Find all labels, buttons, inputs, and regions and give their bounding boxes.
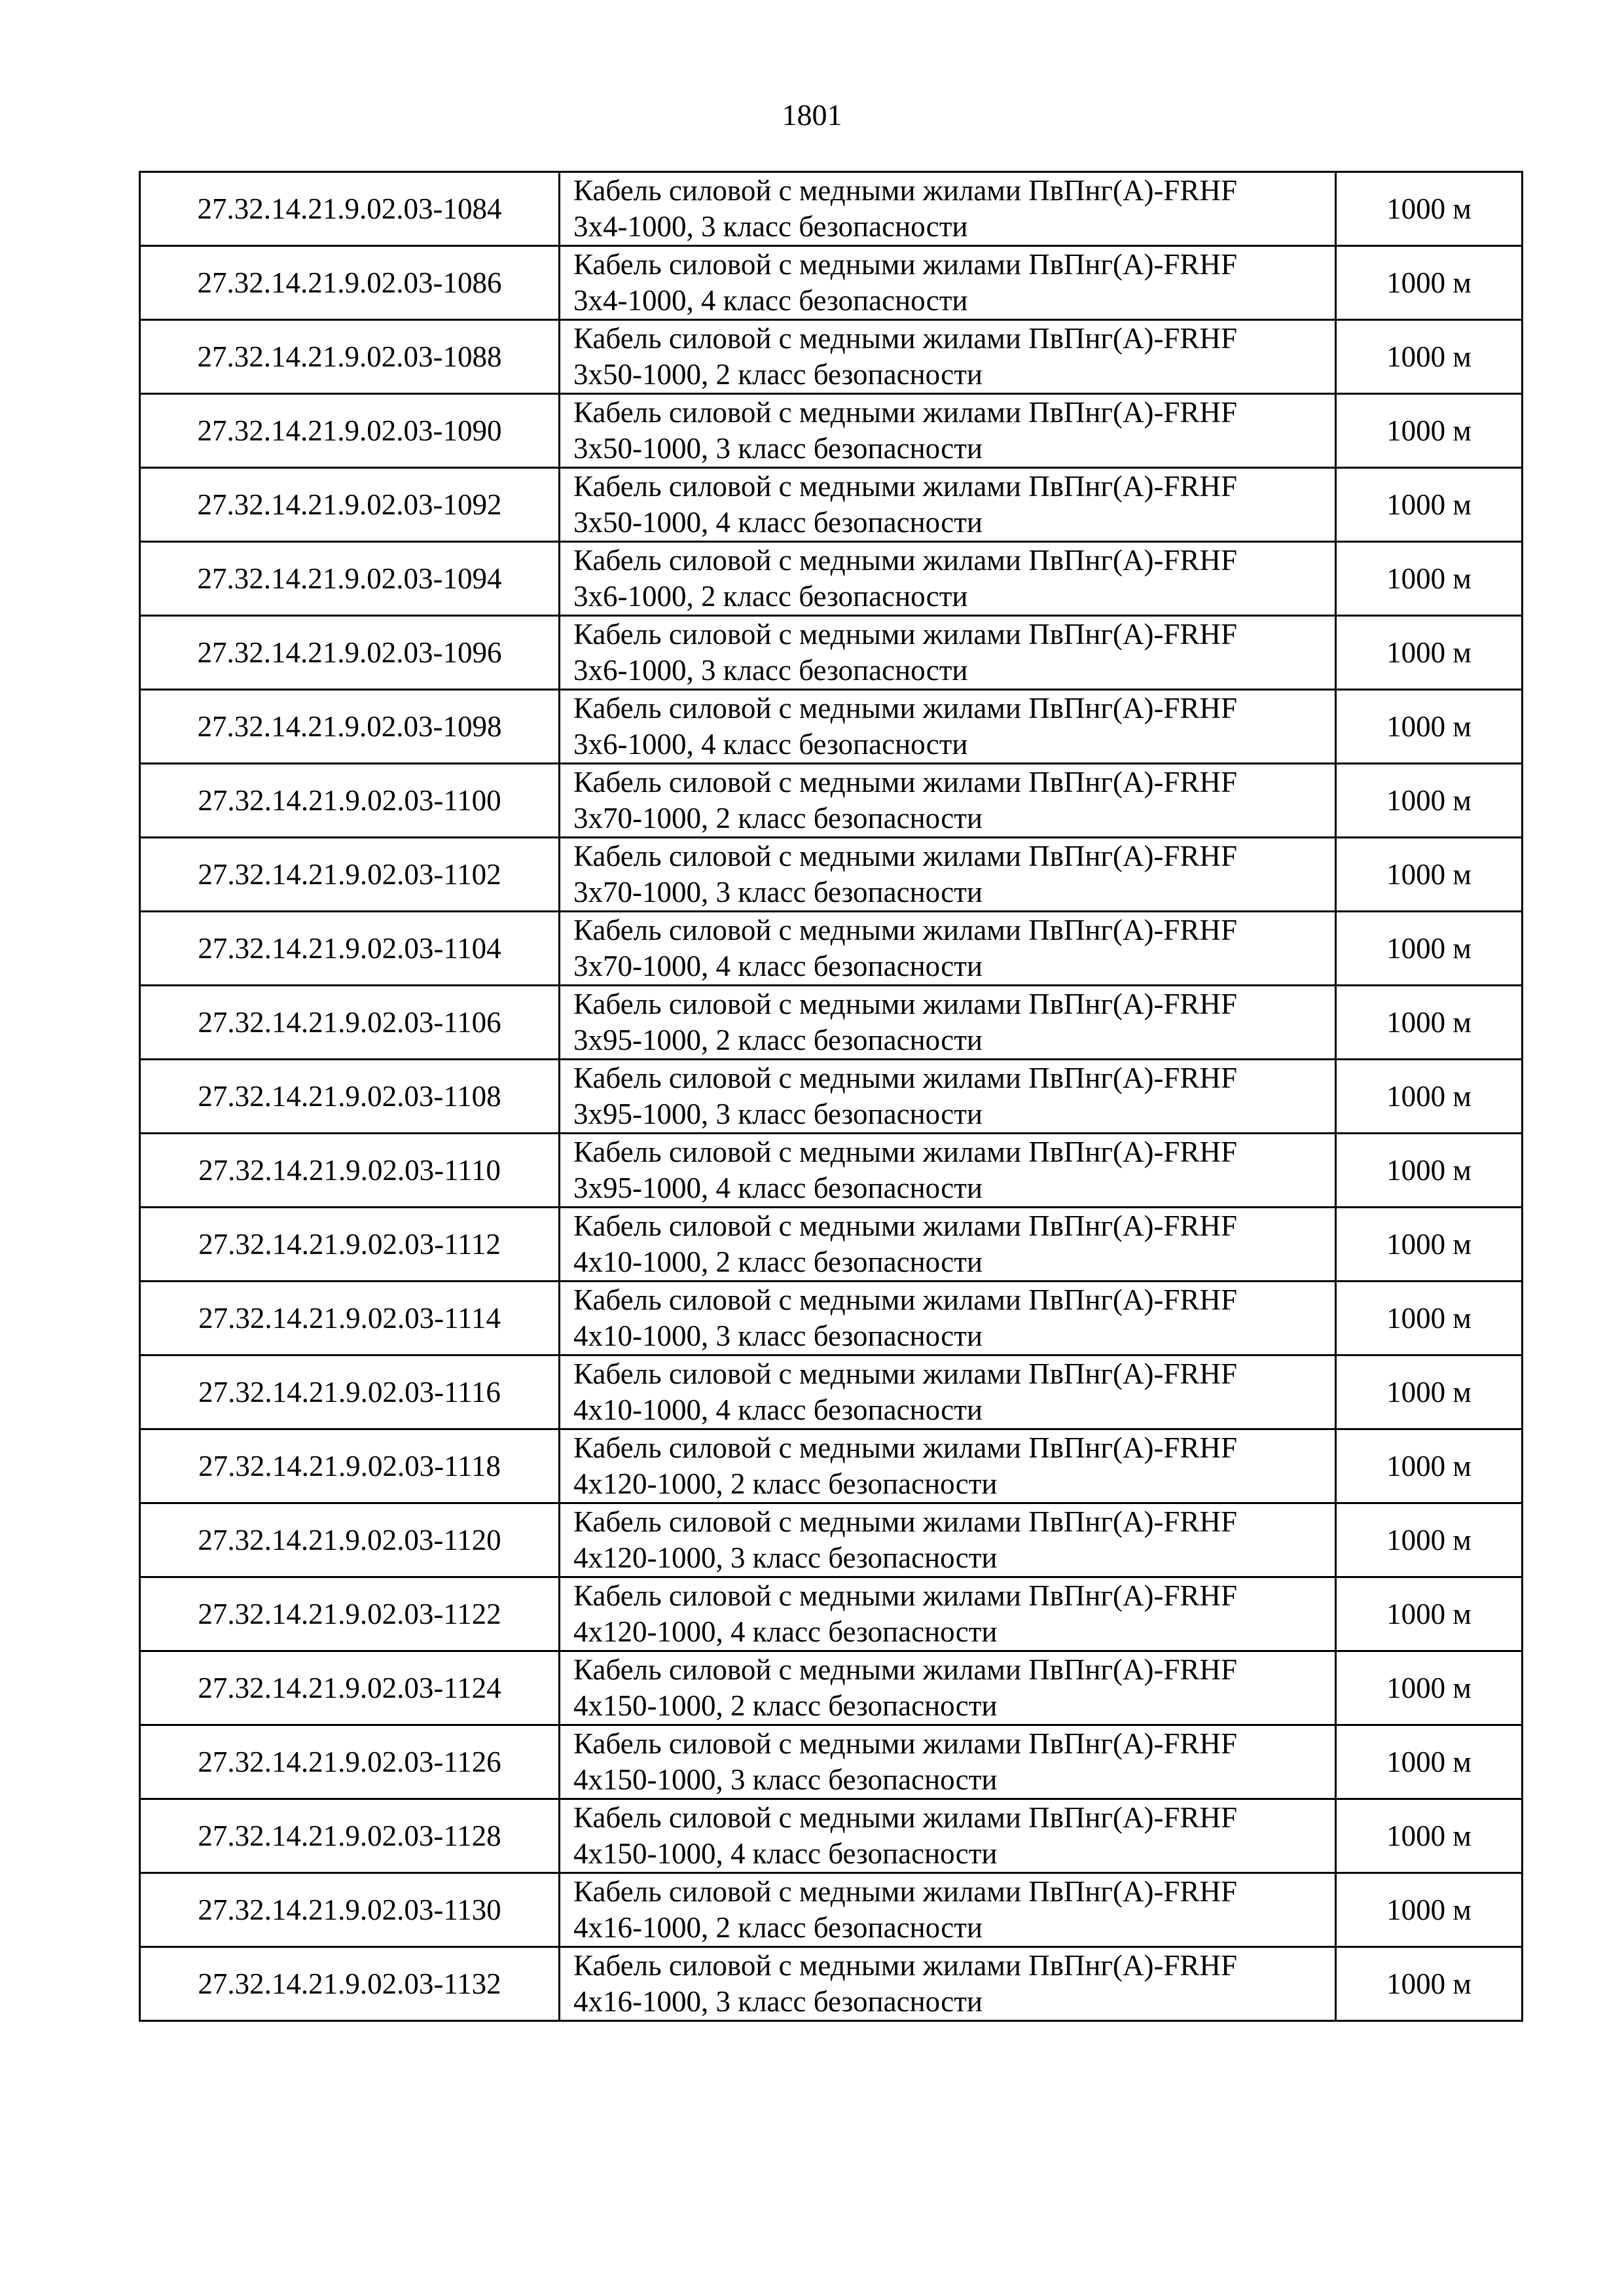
unit-cell: 1000 м bbox=[1336, 764, 1523, 838]
resource-description-cell bbox=[560, 1725, 1336, 1799]
unit-cell: 1000 м bbox=[1336, 986, 1523, 1060]
table-row bbox=[140, 246, 1523, 320]
description-line-1: Кабель силовой с медными жилами ПвПнг(А)-FRHF bbox=[573, 248, 1237, 281]
description-line-2: 4х16-1000, 3 класс безопасности bbox=[573, 1985, 983, 2018]
table-row bbox=[140, 1799, 1523, 1873]
resource-code-cell: 27.32.14.21.9.02.03-1120 bbox=[140, 1503, 560, 1577]
description-line-2: 4х10-1000, 3 класс безопасности bbox=[573, 1319, 983, 1352]
table-row bbox=[140, 616, 1523, 690]
table-row bbox=[140, 764, 1523, 838]
unit-cell: 1000 м bbox=[1336, 1134, 1523, 1208]
unit-cell: 1000 м bbox=[1336, 1651, 1523, 1725]
resource-description-cell bbox=[560, 1060, 1336, 1134]
resource-description-cell bbox=[560, 1134, 1336, 1208]
description-line-1: Кабель силовой с медными жилами ПвПнг(А)-FRHF bbox=[573, 1062, 1237, 1094]
description-line-2: 3х6-1000, 4 класс безопасности bbox=[573, 728, 968, 761]
unit-cell: 1000 м bbox=[1336, 1355, 1523, 1429]
resource-description-cell bbox=[560, 1429, 1336, 1503]
table-row bbox=[140, 1060, 1523, 1134]
table-row bbox=[140, 1651, 1523, 1725]
table-row bbox=[140, 1134, 1523, 1208]
resource-code-cell: 27.32.14.21.9.02.03-1096 bbox=[140, 616, 560, 690]
resource-code-cell: 27.32.14.21.9.02.03-1126 bbox=[140, 1725, 560, 1799]
resource-description-cell bbox=[560, 1651, 1336, 1725]
description-line-1: Кабель силовой с медными жилами ПвПнг(А)-FRHF bbox=[573, 1505, 1237, 1538]
table-row bbox=[140, 320, 1523, 394]
description-line-2: 4х120-1000, 2 класс безопасности bbox=[573, 1467, 998, 1500]
description-line-1: Кабель силовой с медными жилами ПвПнг(А)-FRHF bbox=[573, 1210, 1237, 1242]
resource-description-cell bbox=[560, 172, 1336, 246]
resource-description-cell bbox=[560, 1355, 1336, 1429]
description-line-2: 4х16-1000, 2 класс безопасности bbox=[573, 1911, 983, 1944]
description-line-2: 4х150-1000, 3 класс безопасности bbox=[573, 1763, 998, 1796]
description-line-1: Кабель силовой с медными жилами ПвПнг(А)-FRHF bbox=[573, 1875, 1237, 1908]
unit-cell: 1000 м bbox=[1336, 616, 1523, 690]
resource-description-cell bbox=[560, 616, 1336, 690]
description-line-1: Кабель силовой с медными жилами ПвПнг(А)-FRHF bbox=[573, 470, 1237, 503]
table-row bbox=[140, 468, 1523, 542]
unit-cell: 1000 м bbox=[1336, 1282, 1523, 1355]
resource-description-cell bbox=[560, 1208, 1336, 1282]
description-line-1: Кабель силовой с медными жилами ПвПнг(А)-FRHF bbox=[573, 1136, 1237, 1168]
resource-code-cell: 27.32.14.21.9.02.03-1104 bbox=[140, 912, 560, 986]
description-line-1: Кабель силовой с медными жилами ПвПнг(А)-FRHF bbox=[573, 322, 1237, 355]
resource-description-cell bbox=[560, 320, 1336, 394]
description-line-1: Кабель силовой с медными жилами ПвПнг(А)-FRHF bbox=[573, 1283, 1237, 1316]
description-line-1: Кабель силовой с медными жилами ПвПнг(А)-FRHF bbox=[573, 1801, 1237, 1834]
description-line-2: 4х150-1000, 4 класс безопасности bbox=[573, 1837, 998, 1870]
resource-description-cell bbox=[560, 542, 1336, 616]
resource-code-cell: 27.32.14.21.9.02.03-1124 bbox=[140, 1651, 560, 1725]
resource-description-cell bbox=[560, 246, 1336, 320]
resource-code-cell: 27.32.14.21.9.02.03-1094 bbox=[140, 542, 560, 616]
unit-cell: 1000 м bbox=[1336, 542, 1523, 616]
resource-description-cell bbox=[560, 394, 1336, 468]
resource-code-cell: 27.32.14.21.9.02.03-1092 bbox=[140, 468, 560, 542]
table-row bbox=[140, 838, 1523, 912]
resource-description-cell bbox=[560, 838, 1336, 912]
description-line-2: 4х10-1000, 4 класс безопасности bbox=[573, 1393, 983, 1426]
description-line-2: 4х120-1000, 3 класс безопасности bbox=[573, 1541, 998, 1574]
table-row bbox=[140, 1355, 1523, 1429]
resource-code-cell: 27.32.14.21.9.02.03-1118 bbox=[140, 1429, 560, 1503]
unit-cell: 1000 м bbox=[1336, 912, 1523, 986]
description-line-2: 3х95-1000, 3 класс безопасности bbox=[573, 1098, 983, 1130]
description-line-1: Кабель силовой с медными жилами ПвПнг(А)-FRHF bbox=[573, 1949, 1237, 1982]
description-line-2: 3х50-1000, 3 класс безопасности bbox=[573, 432, 983, 465]
table-row bbox=[140, 1947, 1523, 2021]
description-line-2: 3х70-1000, 2 класс безопасности bbox=[573, 802, 983, 834]
description-line-2: 4х10-1000, 2 класс безопасности bbox=[573, 1246, 983, 1278]
unit-cell: 1000 м bbox=[1336, 468, 1523, 542]
description-line-2: 3х4-1000, 3 класс безопасности bbox=[573, 210, 968, 243]
resource-code-cell: 27.32.14.21.9.02.03-1098 bbox=[140, 690, 560, 764]
description-line-2: 3х95-1000, 4 класс безопасности bbox=[573, 1172, 983, 1204]
resource-code-cell: 27.32.14.21.9.02.03-1114 bbox=[140, 1282, 560, 1355]
unit-cell: 1000 м bbox=[1336, 838, 1523, 912]
description-line-2: 3х95-1000, 2 класс безопасности bbox=[573, 1024, 983, 1056]
resource-code-cell: 27.32.14.21.9.02.03-1116 bbox=[140, 1355, 560, 1429]
description-line-1: Кабель силовой с медными жилами ПвПнг(А)-FRHF bbox=[573, 174, 1237, 207]
unit-cell: 1000 м bbox=[1336, 1873, 1523, 1947]
resource-code-cell: 27.32.14.21.9.02.03-1122 bbox=[140, 1577, 560, 1651]
page-number: 1801 bbox=[782, 98, 842, 132]
unit-cell: 1000 м bbox=[1336, 1577, 1523, 1651]
resource-code-cell: 27.32.14.21.9.02.03-1090 bbox=[140, 394, 560, 468]
table-row bbox=[140, 1725, 1523, 1799]
resource-description-cell bbox=[560, 912, 1336, 986]
unit-cell: 1000 м bbox=[1336, 1503, 1523, 1577]
table-row bbox=[140, 1208, 1523, 1282]
resource-code-cell: 27.32.14.21.9.02.03-1088 bbox=[140, 320, 560, 394]
description-line-1: Кабель силовой с медными жилами ПвПнг(А)-FRHF bbox=[573, 396, 1237, 429]
resource-description-cell bbox=[560, 1799, 1336, 1873]
description-line-2: 3х70-1000, 3 класс безопасности bbox=[573, 876, 983, 908]
resource-description-cell bbox=[560, 1577, 1336, 1651]
resource-description-cell bbox=[560, 468, 1336, 542]
resource-code-cell: 27.32.14.21.9.02.03-1106 bbox=[140, 986, 560, 1060]
resource-code-cell: 27.32.14.21.9.02.03-1102 bbox=[140, 838, 560, 912]
description-line-1: Кабель силовой с медными жилами ПвПнг(А)-FRHF bbox=[573, 618, 1237, 651]
description-line-1: Кабель силовой с медными жилами ПвПнг(А)-FRHF bbox=[573, 1431, 1237, 1464]
resource-description-cell bbox=[560, 1947, 1336, 2021]
description-line-2: 3х6-1000, 2 класс безопасности bbox=[573, 580, 968, 613]
unit-cell: 1000 м bbox=[1336, 394, 1523, 468]
resource-code-cell: 27.32.14.21.9.02.03-1084 bbox=[140, 172, 560, 246]
description-line-2: 3х50-1000, 4 класс безопасности bbox=[573, 506, 983, 539]
table-row bbox=[140, 394, 1523, 468]
resource-code-cell: 27.32.14.21.9.02.03-1110 bbox=[140, 1134, 560, 1208]
resource-code-cell: 27.32.14.21.9.02.03-1132 bbox=[140, 1947, 560, 2021]
unit-cell: 1000 м bbox=[1336, 172, 1523, 246]
resource-code-cell: 27.32.14.21.9.02.03-1100 bbox=[140, 764, 560, 838]
description-line-1: Кабель силовой с медными жилами ПвПнг(А)-FRHF bbox=[573, 1727, 1237, 1760]
resource-code-cell: 27.32.14.21.9.02.03-1086 bbox=[140, 246, 560, 320]
unit-cell: 1000 м bbox=[1336, 320, 1523, 394]
table-row bbox=[140, 1503, 1523, 1577]
unit-cell: 1000 м bbox=[1336, 690, 1523, 764]
unit-cell: 1000 м bbox=[1336, 246, 1523, 320]
description-line-1: Кабель силовой с медными жилами ПвПнг(А)-FRHF bbox=[573, 988, 1237, 1020]
description-line-2: 3х50-1000, 2 класс безопасности bbox=[573, 358, 983, 391]
unit-cell: 1000 м bbox=[1336, 1947, 1523, 2021]
resource-table bbox=[139, 171, 1523, 2022]
table-row bbox=[140, 172, 1523, 246]
table-row bbox=[140, 912, 1523, 986]
resource-description-cell bbox=[560, 1282, 1336, 1355]
description-line-1: Кабель силовой с медными жилами ПвПнг(А)-FRHF bbox=[573, 1357, 1237, 1390]
description-line-2: 4х150-1000, 2 класс безопасности bbox=[573, 1689, 998, 1722]
resource-description-cell bbox=[560, 1873, 1336, 1947]
description-line-1: Кабель силовой с медными жилами ПвПнг(А)-FRHF bbox=[573, 544, 1237, 577]
table-row bbox=[140, 986, 1523, 1060]
table-row bbox=[140, 690, 1523, 764]
resource-code-cell: 27.32.14.21.9.02.03-1108 bbox=[140, 1060, 560, 1134]
resource-description-cell bbox=[560, 764, 1336, 838]
description-line-2: 3х4-1000, 4 класс безопасности bbox=[573, 284, 968, 317]
unit-cell: 1000 м bbox=[1336, 1799, 1523, 1873]
table-row bbox=[140, 542, 1523, 616]
table-row bbox=[140, 1429, 1523, 1503]
resource-description-cell bbox=[560, 986, 1336, 1060]
resource-description-cell bbox=[560, 1503, 1336, 1577]
description-line-1: Кабель силовой с медными жилами ПвПнг(А)-FRHF bbox=[573, 1653, 1237, 1686]
table-body bbox=[140, 172, 1523, 2021]
description-line-2: 3х6-1000, 3 класс безопасности bbox=[573, 654, 968, 687]
table-row bbox=[140, 1873, 1523, 1947]
resource-description-cell bbox=[560, 690, 1336, 764]
unit-cell: 1000 м bbox=[1336, 1208, 1523, 1282]
description-line-2: 3х70-1000, 4 класс безопасности bbox=[573, 950, 983, 982]
description-line-1: Кабель силовой с медными жилами ПвПнг(А)-FRHF bbox=[573, 766, 1237, 798]
table-row bbox=[140, 1282, 1523, 1355]
table-row bbox=[140, 1577, 1523, 1651]
unit-cell: 1000 м bbox=[1336, 1429, 1523, 1503]
description-line-2: 4х120-1000, 4 класс безопасности bbox=[573, 1615, 998, 1648]
resource-code-cell: 27.32.14.21.9.02.03-1128 bbox=[140, 1799, 560, 1873]
unit-cell: 1000 м bbox=[1336, 1060, 1523, 1134]
resource-code-cell: 27.32.14.21.9.02.03-1130 bbox=[140, 1873, 560, 1947]
description-line-1: Кабель силовой с медными жилами ПвПнг(А)-FRHF bbox=[573, 914, 1237, 946]
unit-cell: 1000 м bbox=[1336, 1725, 1523, 1799]
resource-code-cell: 27.32.14.21.9.02.03-1112 bbox=[140, 1208, 560, 1282]
description-line-1: Кабель силовой с медными жилами ПвПнг(А)-FRHF bbox=[573, 1579, 1237, 1612]
description-line-1: Кабель силовой с медными жилами ПвПнг(А)-FRHF bbox=[573, 692, 1237, 725]
description-line-1: Кабель силовой с медными жилами ПвПнг(А)-FRHF bbox=[573, 840, 1237, 872]
